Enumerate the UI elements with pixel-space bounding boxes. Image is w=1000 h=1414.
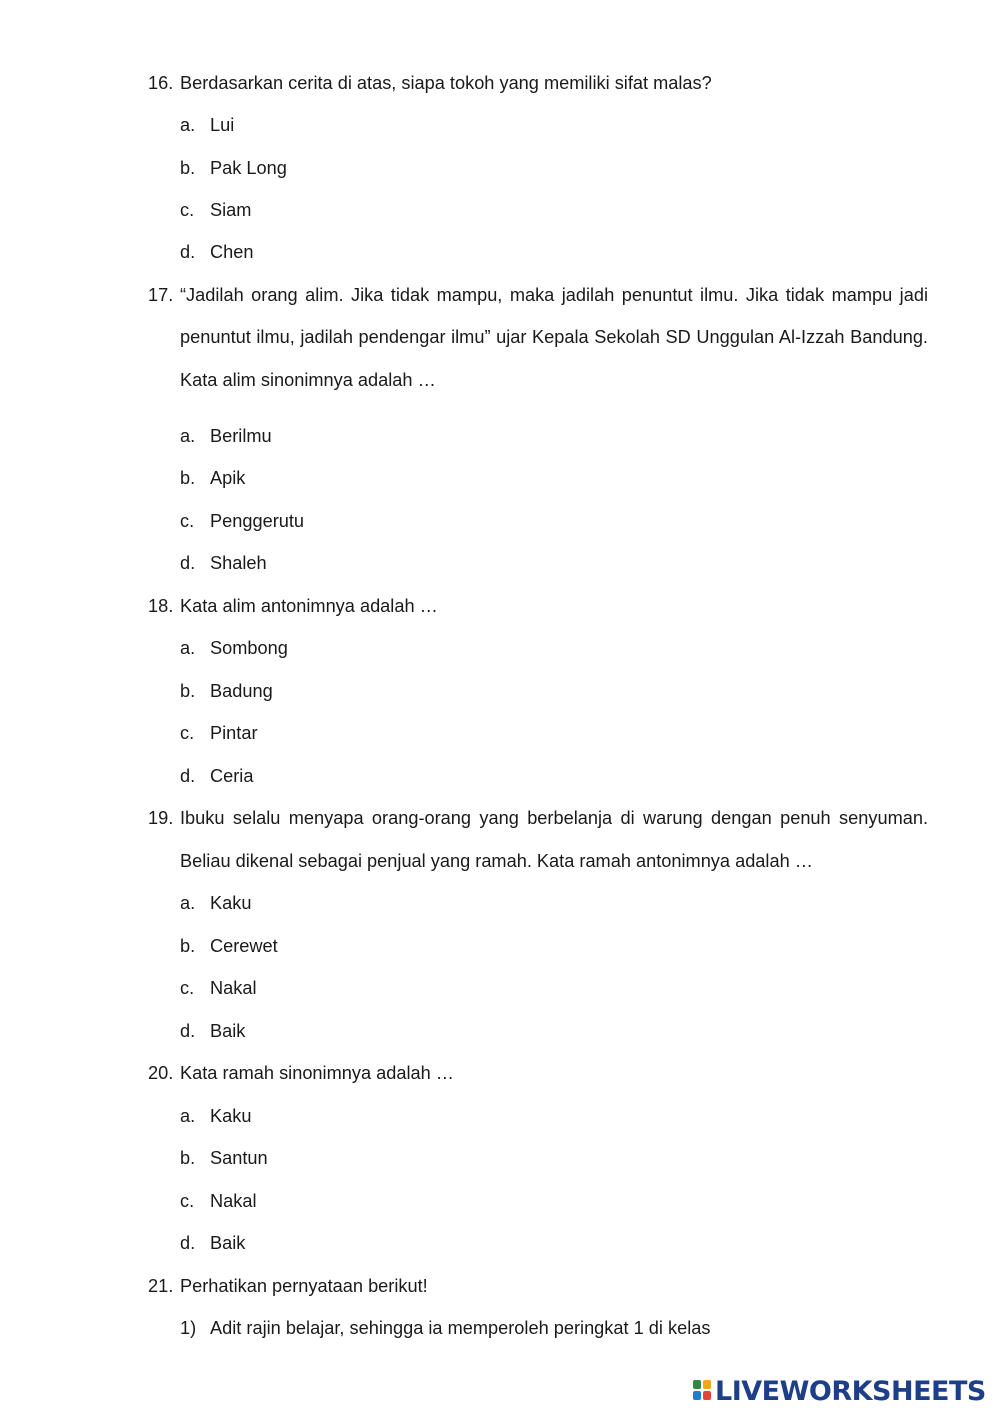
option-text: Baik — [210, 1021, 246, 1041]
option-letter: c. — [180, 511, 195, 531]
option-text: Cerewet — [210, 936, 278, 956]
question-number: 18. — [148, 596, 174, 616]
option-text: Ceria — [210, 766, 254, 786]
question-number: 19. — [148, 808, 174, 828]
option-text: Nakal — [210, 978, 257, 998]
option-letter: c. — [180, 978, 195, 998]
logo-square-l — [693, 1380, 701, 1389]
option-letter: d. — [180, 766, 196, 786]
option-letter: a. — [180, 115, 196, 135]
option-letter: b. — [180, 468, 196, 488]
option-text: Pintar — [210, 723, 258, 743]
question-text: Berdasarkan cerita di atas, siapa tokoh yang memiliki sifat malas? — [180, 73, 712, 93]
option-letter: a. — [180, 893, 196, 913]
question-text: Beliau dikenal sebagai penjual yang ramah. Kata ramah antonimnya adalah … — [180, 851, 813, 871]
option-text: Apik — [210, 468, 246, 488]
option-letter: d. — [180, 553, 196, 573]
logo-mark-icon — [693, 1380, 713, 1402]
option-letter: d. — [180, 242, 196, 262]
option-letter: a. — [180, 426, 196, 446]
option-text: Berilmu — [210, 426, 272, 446]
option-letter: b. — [180, 936, 196, 956]
question-text: “Jadilah orang alim. Jika tidak mampu, maka jadilah penuntut ilmu. Jika tidak mampu jadi — [180, 285, 928, 305]
option-text: Pak Long — [210, 158, 287, 178]
option-letter: b. — [180, 158, 196, 178]
option-text: Baik — [210, 1233, 246, 1253]
question-text: Kata alim antonimnya adalah … — [180, 596, 438, 616]
option-text: Santun — [210, 1148, 268, 1168]
question-text: Kata alim sinonimnya adalah … — [180, 370, 436, 390]
question-text: penuntut ilmu, jadilah pendengar ilmu” ujar Kepala Sekolah SD Unggulan Al-Izzah Bandung. — [180, 327, 928, 347]
option-letter: a. — [180, 1106, 196, 1126]
option-text: Kaku — [210, 1106, 252, 1126]
option-letter: b. — [180, 681, 196, 701]
option-text: Penggerutu — [210, 511, 305, 531]
option-letter: c. — [180, 723, 195, 743]
option-text: Siam — [210, 200, 252, 220]
option-letter: c. — [180, 200, 195, 220]
option-letter: d. — [180, 1021, 196, 1041]
option-text: Lui — [210, 115, 235, 135]
question-number: 21. — [148, 1276, 174, 1296]
option-letter: c. — [180, 1191, 195, 1211]
question-number: 20. — [148, 1063, 174, 1083]
option-letter: b. — [180, 1148, 196, 1168]
option-text: Shaleh — [210, 553, 267, 573]
question-text: Ibuku selalu menyapa orang-orang yang berbelanja di warung dengan penuh senyuman. — [180, 808, 928, 828]
option-letter: d. — [180, 1233, 196, 1253]
statement-number: 1) — [180, 1318, 197, 1338]
option-text: Badung — [210, 681, 273, 701]
question-text: Kata ramah sinonimnya adalah … — [180, 1063, 454, 1083]
option-text: Chen — [210, 242, 254, 262]
statement-text: Adit rajin belajar, sehingga ia memperoleh peringkat 1 di kelas — [210, 1318, 711, 1338]
question-number: 16. — [148, 73, 174, 93]
question-text: Perhatikan pernyataan berikut! — [180, 1276, 428, 1296]
liveworksheets-logo[interactable] — [693, 1376, 986, 1406]
option-text: Kaku — [210, 893, 252, 913]
option-text: Sombong — [210, 638, 288, 658]
logo-text: LIVEWORKSHEETS — [715, 1375, 986, 1407]
logo-square-e — [703, 1391, 711, 1400]
logo-square-v — [693, 1391, 701, 1400]
question-number: 17. — [148, 285, 174, 305]
option-letter: a. — [180, 638, 196, 658]
logo-square-i — [703, 1380, 711, 1389]
option-text: Nakal — [210, 1191, 257, 1211]
